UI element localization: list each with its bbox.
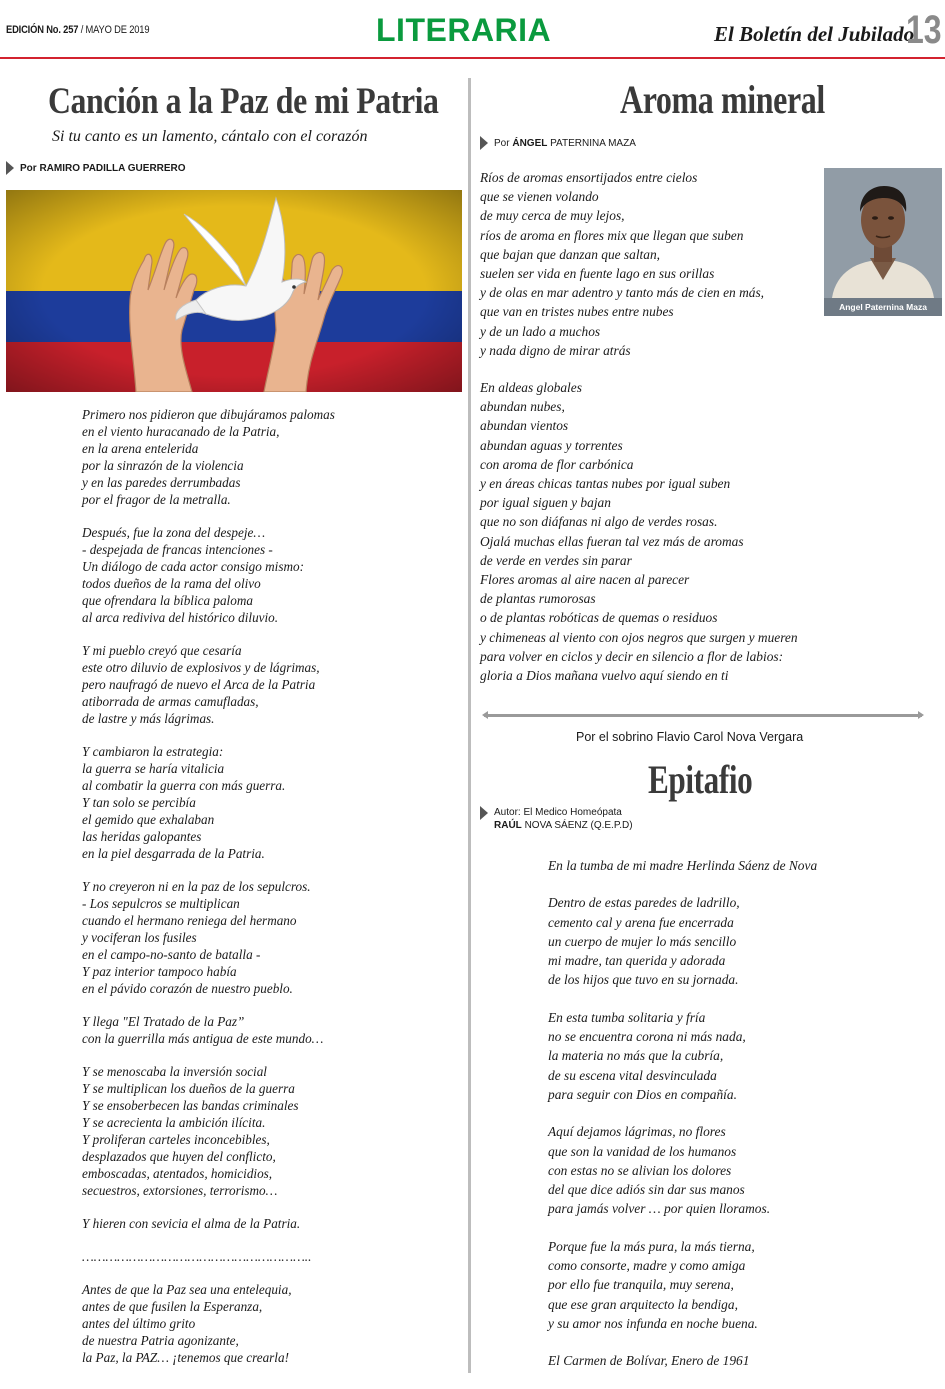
poem-line: como consorte, madre y como amiga <box>548 1258 746 1274</box>
poem-line: que ese gran arquitecto la bendiga, <box>548 1296 738 1312</box>
poem-line: Aquí dejamos lágrimas, no flores <box>548 1124 726 1140</box>
poem-line: en el campo-no-santo de batalla - <box>82 947 261 962</box>
poem-line: Un diálogo de cada actor consigo mismo: <box>82 559 304 574</box>
poem-line: la guerra se haría vitalicia <box>82 761 225 776</box>
stanza <box>548 1351 817 1370</box>
poem-line: cemento cal y arena fue encerrada <box>548 914 734 930</box>
byline-arrow-icon <box>6 161 14 175</box>
poem-line: las heridas galopantes <box>82 829 202 844</box>
poem-line: y en áreas chicas tantas nubes por igual suben <box>480 476 731 492</box>
article1-byline <box>6 161 186 175</box>
poem-line: que bajan que danzan que saltan, <box>480 246 661 262</box>
poem-line: con aroma de flor carbónica <box>480 456 634 472</box>
poem-line: - despejada de francas intenciones - <box>82 542 273 557</box>
poem-line: un cuerpo de mujer lo más sencillo <box>548 933 737 949</box>
author-photo <box>824 168 942 316</box>
poem-line: del que dice adiós sin dar sus manos <box>548 1182 745 1198</box>
poem-line: o de plantas robóticas de quemas o residuos <box>480 610 718 626</box>
poem-line: secuestros, extorsiones, terrorismo… <box>82 1183 278 1198</box>
section-separator <box>484 714 922 717</box>
poem-line: Y proliferan carteles inconcebibles, <box>82 1132 270 1147</box>
poem-line: de los hijos que tuvo en su jornada. <box>548 972 739 988</box>
poem-line: por igual siguen y bajan <box>480 495 611 511</box>
stanza <box>548 893 817 989</box>
section-title: LITERARIA <box>376 12 552 48</box>
poem-line: abundan nubes, <box>480 399 565 415</box>
poem-line: Dentro de estas paredes de ladrillo, <box>548 895 740 911</box>
stanza <box>548 1008 817 1104</box>
poem-line: para jamás volver … por quien lloramos. <box>548 1201 771 1217</box>
poem-line: y chimeneas al viento con ojos negros que surgen y mueren <box>480 629 798 645</box>
stanza <box>82 1281 335 1366</box>
poem-line: atiborrada de armas camufladas, <box>82 694 259 709</box>
edition-info <box>6 24 149 36</box>
article3-poem <box>548 856 817 1389</box>
poem-line: en la arena entelerida <box>82 441 199 456</box>
poem-line: y vociferan los fusiles <box>82 930 197 945</box>
stanza <box>82 406 335 508</box>
poem-line: y en las paredes derrumbadas <box>82 475 241 490</box>
article2-author-rest: PATERNINA MAZA <box>550 137 636 149</box>
poem-line: y de un lado a muchos <box>480 323 601 339</box>
poem-line: Primero nos pidieron que dibujáramos palomas <box>82 407 335 422</box>
poem-line: en el viento huracanado de la Patria, <box>82 424 280 439</box>
stanza <box>82 1013 335 1047</box>
poem-line: mi madre, tan querida y adorada <box>548 953 726 969</box>
poem-line: suelen ser vida en fuente lago en sus orillas <box>480 266 715 282</box>
poem-line: para seguir con Dios en compañía. <box>548 1086 737 1102</box>
poem-line: Ríos de aromas ensortijados entre cielos <box>480 170 698 185</box>
article3-title: Epitafio <box>648 757 753 802</box>
poem-line: por el fragor de la metralla. <box>82 492 231 507</box>
article3-author-line1: Autor: El Medico Homeópata <box>494 807 622 818</box>
poem-line: que son la vanidad de los humanos <box>548 1143 737 1159</box>
article2-title: Aroma mineral <box>620 77 825 122</box>
hands-dove-icon <box>6 190 462 392</box>
poem-line: de su escena vital desvinculada <box>548 1067 717 1083</box>
byline-prefix: Por <box>20 162 37 174</box>
article3-credit: Por el sobrino Flavio Carol Nova Vergara <box>576 730 804 744</box>
poem-line: la Paz, la PAZ… ¡tenemos que crearla! <box>82 1350 289 1365</box>
poem-line: Y no creyeron ni en la paz de los sepulcros. <box>82 879 311 894</box>
poem-line: Y se menoscaba la inversión social <box>82 1064 267 1079</box>
poem-line: Y se multiplican los dueños de la guerra <box>82 1081 295 1096</box>
poem-line: Y hieren con sevicia el alma de la Patria. <box>82 1216 301 1231</box>
article3-author-rest: NOVA SÁENZ (Q.E.P.D) <box>524 820 633 831</box>
poem-line: En la tumba de mi madre Herlinda Sáenz de Nova <box>548 858 818 873</box>
poem-line: de lastre y más lágrimas. <box>82 711 215 726</box>
colombia-flag-dove-image <box>6 190 462 392</box>
poem-line: Y llega "El Tratado de la Paz” <box>82 1014 245 1029</box>
stanza <box>82 524 335 626</box>
poem-line: antes del último grito <box>82 1316 196 1331</box>
column-divider <box>468 78 471 1373</box>
stanza <box>82 878 335 997</box>
poem-line: que van en tristes nubes entre nubes <box>480 304 674 320</box>
poem-line: de plantas rumorosas <box>480 591 596 607</box>
stanza <box>548 1237 817 1333</box>
article2-byline <box>480 136 636 150</box>
photo-caption: Angel Paternina Maza <box>824 298 942 316</box>
stanza <box>548 856 817 875</box>
poem-line: Y cambiaron la estrategia: <box>82 744 224 759</box>
stanza <box>82 743 335 862</box>
poem-line: todos dueños de la rama del olivo <box>82 576 261 591</box>
poem-line: para volver en ciclos y decir en silencio a flor de labios: <box>480 648 784 664</box>
edition-date: / MAYO DE 2019 <box>80 24 150 36</box>
poem-line: antes de que fusilen la Esperanza, <box>82 1299 263 1314</box>
poem-line: por la sinrazón de la violencia <box>82 458 244 473</box>
portrait-icon <box>824 168 942 298</box>
byline-arrow-icon <box>480 806 488 820</box>
poem-line: que no son diáfanas ni algo de verdes rosas. <box>480 514 718 530</box>
poem-line: de nuestra Patria agonizante, <box>82 1333 239 1348</box>
poem-line: - Los sepulcros se multiplican <box>82 896 240 911</box>
stanza <box>480 168 798 360</box>
poem-line: al combatir la guerra con más guerra. <box>82 778 286 793</box>
poem-line: cuando el hermano reniega del hermano <box>82 913 297 928</box>
poem-line: al arca rediviva del histórico diluvio. <box>82 610 279 625</box>
poem-line: que se vienen volando <box>480 189 599 205</box>
poem-line: con la guerrilla más antigua de este mundo… <box>82 1031 324 1046</box>
poem-line: Y tan solo se percibía <box>82 795 196 810</box>
poem-line: Porque fue la más pura, la más tierna, <box>548 1238 755 1254</box>
poem-line: este otro diluvio de explosivos y de lágrimas, <box>82 660 320 675</box>
poem-line: y nada digno de mirar atrás <box>480 342 631 358</box>
stanza <box>480 378 798 685</box>
stanza <box>82 642 335 727</box>
poem-line: Flores aromas al aire nacen al parecer <box>480 572 690 588</box>
stanza <box>82 1215 335 1232</box>
poem-line: ríos de aroma en flores mix que llegan que suben <box>480 227 744 243</box>
newspaper-name: El Boletín del Jubilado <box>714 22 915 46</box>
poem-line: no se encuentra corona ni más nada, <box>548 1029 746 1045</box>
poem-line: Y mi pueblo creyó que cesaría <box>82 643 242 658</box>
poem-line: En esta tumba solitaria y fría <box>548 1009 706 1025</box>
poem-line: gloria a Dios mañana vuelvo aquí siendo en ti <box>480 668 729 684</box>
poem-line: En aldeas globales <box>480 380 582 396</box>
article1-poem <box>82 406 335 1382</box>
poem-line: y de olas en mar adentro y tanto más de cien en más, <box>480 285 765 301</box>
poem-line: Antes de que la Paz sea una entelequia, <box>82 1282 292 1297</box>
poem-line: de verde en verdes sin parar <box>480 552 632 568</box>
edition-number: No. 257 <box>46 24 79 36</box>
stanza <box>548 1122 817 1218</box>
poem-line: abundan aguas y torrentes <box>480 437 623 453</box>
poem-line: Y paz interior tampoco había <box>82 964 237 979</box>
poem-line: de muy cerca de muy lejos, <box>480 208 625 224</box>
poem-line: que ofrendara la bíblica paloma <box>82 593 253 608</box>
poem-line: ………………………………………………….. <box>82 1249 312 1264</box>
poem-line: Y se ensoberbecen las bandas criminales <box>82 1098 299 1113</box>
poem-line: la materia no más que la cubría, <box>548 1048 724 1064</box>
poem-line: abundan vientos <box>480 418 569 434</box>
article3-author-first: RAÚL <box>494 820 522 831</box>
article1-title: Canción a la Paz de mi Patria <box>48 81 439 122</box>
article1-subtitle: Si tu canto es un lamento, cántalo con el corazón <box>52 128 368 145</box>
poem-line: desplazados que huyen del conflicto, <box>82 1149 276 1164</box>
poem-line: en el pávido corazón de nuestro pueblo. <box>82 981 293 996</box>
poem-line: Y se acrecienta la ambición ilícita. <box>82 1115 266 1130</box>
poem-line: el gemido que exhalaban <box>82 812 215 827</box>
poem-line: en la piel desgarrada de la Patria. <box>82 846 265 861</box>
byline-prefix: Por <box>494 137 510 149</box>
poem-line: con estas no se alivian los dolores <box>548 1162 732 1178</box>
article2-poem <box>480 168 798 703</box>
poem-line: y su amor nos infunda en noche buena. <box>548 1315 758 1331</box>
byline-arrow-icon <box>480 136 488 150</box>
header-rule <box>0 57 945 59</box>
poem-line: pero naufragó de nuevo el Arca de la Patria <box>82 677 316 692</box>
poem-line: por ello fue tranquila, muy serena, <box>548 1277 734 1293</box>
article3-byline <box>480 806 633 832</box>
poem-line: Después, fue la zona del despeje… <box>82 525 266 540</box>
poem-line: emboscadas, atentados, homicidios, <box>82 1166 273 1181</box>
stanza <box>82 1248 335 1265</box>
edition-label: EDICIÓN <box>6 24 44 36</box>
poem-line: Ojalá muchas ellas fueran tal vez más de aromas <box>480 533 744 549</box>
page-number: 13 <box>906 8 942 52</box>
article2-author: ÁNGEL <box>512 137 548 149</box>
stanza <box>82 1063 335 1199</box>
article1-author: RAMIRO PADILLA GUERRERO <box>39 162 186 174</box>
poem-line: El Carmen de Bolívar, Enero de 1961 <box>548 1353 750 1369</box>
